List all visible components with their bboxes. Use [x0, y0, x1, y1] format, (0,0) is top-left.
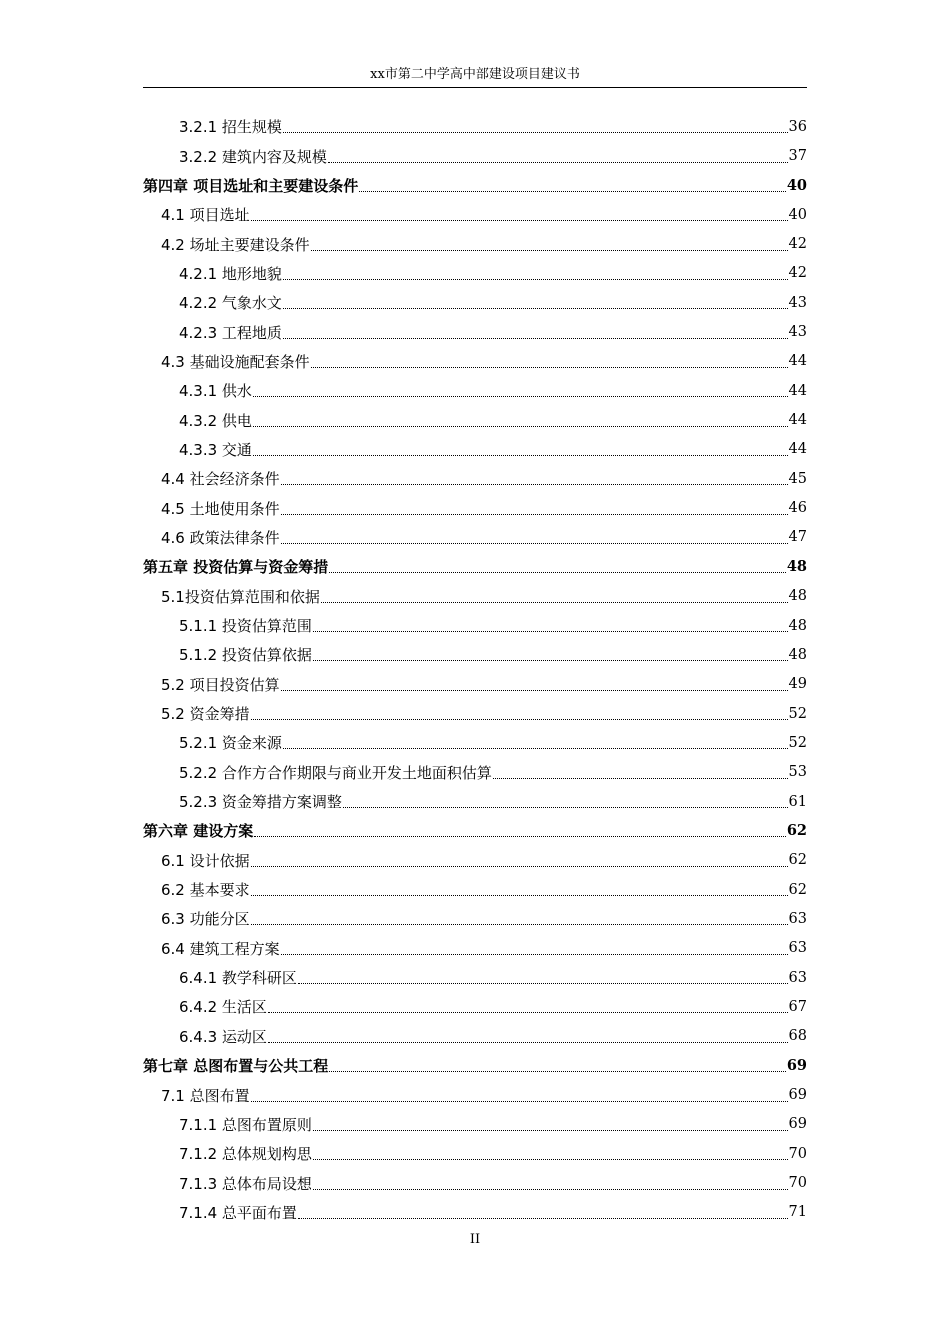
toc-entry-title: 4.1 项目选址: [161, 206, 250, 225]
toc-entry[interactable]: [143, 846, 807, 875]
toc-dot-leader: [313, 1130, 788, 1131]
toc-entry[interactable]: [143, 1080, 807, 1109]
running-header: xx市第二中学高中部建设项目建议书: [370, 67, 580, 82]
toc-dot-leader: [493, 778, 788, 779]
toc-entry-page: 44: [788, 353, 807, 370]
toc-entry-page: 42: [788, 265, 807, 282]
toc-entry[interactable]: [143, 347, 807, 376]
toc-entry-title: 5.2 项目投资估算: [161, 675, 280, 694]
toc-entry-page: 48: [788, 646, 807, 663]
toc-entry[interactable]: [143, 904, 807, 933]
toc-dot-leader: [251, 866, 788, 867]
toc-entry[interactable]: [143, 464, 807, 493]
toc-dot-leader: [251, 924, 788, 925]
toc-entry-page: 47: [788, 529, 807, 546]
toc-dot-leader: [298, 983, 788, 984]
toc-dot-leader: [251, 895, 788, 896]
toc-dot-leader: [251, 220, 788, 221]
toc-entry-title: 6.2 基本要求: [161, 881, 250, 900]
toc-entry-page: 68: [788, 1028, 807, 1045]
toc-dot-leader: [268, 1012, 788, 1013]
toc-entry[interactable]: [143, 435, 807, 464]
toc-dot-leader: [329, 572, 786, 573]
toc-entry-page: 44: [788, 441, 807, 458]
toc-entry-title: 3.2.1 招生规模: [179, 118, 282, 137]
toc-entry-page: 48: [788, 617, 807, 634]
toc-entry[interactable]: [143, 963, 807, 992]
toc-entry[interactable]: [143, 200, 807, 229]
toc-entry[interactable]: [143, 611, 807, 640]
toc-dot-leader: [281, 484, 788, 485]
toc-entry-title: 7.1.4 总平面布置: [179, 1203, 297, 1222]
toc-dot-leader: [311, 367, 788, 368]
toc-entry-page: 46: [788, 500, 807, 517]
toc-entry-title: 4.3.1 供水: [179, 382, 252, 401]
toc-entry-page: 62: [788, 852, 807, 869]
toc-entry-title: 3.2.2 建筑内容及规模: [179, 147, 327, 166]
toc-entry[interactable]: [143, 1198, 807, 1227]
toc-dot-leader: [283, 338, 788, 339]
toc-dot-leader: [283, 279, 788, 280]
toc-entry-title: 5.2 资金筹措: [161, 705, 250, 724]
toc-entry-title: 4.3.2 供电: [179, 411, 252, 430]
toc-entry[interactable]: [143, 1139, 807, 1168]
toc-entry-title: 4.4 社会经济条件: [161, 470, 280, 489]
toc-entry-page: 69: [788, 1087, 807, 1104]
toc-dot-leader: [283, 132, 788, 133]
toc-entry-page: 40: [786, 176, 807, 194]
header-rule: [143, 87, 807, 88]
toc-entry-title: 4.2.3 工程地质: [179, 323, 282, 342]
toc-entry-page: 48: [788, 588, 807, 605]
toc-entry[interactable]: [143, 1168, 807, 1197]
toc-entry-page: 37: [788, 148, 807, 165]
toc-entry-page: 42: [788, 236, 807, 253]
toc-entry-title: 6.4.3 运动区: [179, 1027, 267, 1046]
toc-dot-leader: [343, 807, 788, 808]
toc-entry-page: 69: [788, 1116, 807, 1133]
toc-dot-leader: [329, 1071, 786, 1072]
toc-entry[interactable]: [143, 670, 807, 699]
toc-entry-title: 4.6 政策法律条件: [161, 528, 280, 547]
toc-entry-page: 48: [786, 558, 807, 576]
toc-entry-title: 7.1.1 总图布置原则: [179, 1115, 312, 1134]
toc-entry-title: 7.1 总图布置: [161, 1086, 250, 1105]
toc-entry-page: 43: [788, 324, 807, 341]
toc-dot-leader: [313, 1159, 788, 1160]
toc-entry[interactable]: [143, 1110, 807, 1139]
toc-dot-leader: [321, 602, 788, 603]
toc-entry-page: 61: [788, 793, 807, 810]
toc-entry-title: 4.2 场址主要建设条件: [161, 235, 310, 254]
toc-entry-page: 70: [788, 1175, 807, 1192]
toc-entry-title: 5.1.1 投资估算范围: [179, 617, 312, 636]
toc-entry[interactable]: [143, 493, 807, 522]
toc-entry[interactable]: [143, 992, 807, 1021]
toc-entry-page: 49: [788, 676, 807, 693]
toc-dot-leader: [359, 191, 786, 192]
toc-entry[interactable]: [143, 758, 807, 787]
toc-entry[interactable]: [143, 1022, 807, 1051]
toc-dot-leader: [268, 1042, 788, 1043]
toc-dot-leader: [328, 162, 788, 163]
toc-entry-page: 70: [788, 1145, 807, 1162]
toc-dot-leader: [253, 426, 788, 427]
toc-entry-page: 52: [788, 705, 807, 722]
toc-dot-leader: [254, 836, 786, 837]
toc-dot-leader: [313, 631, 788, 632]
toc-entry-page: 63: [788, 969, 807, 986]
toc-entry-page: 36: [788, 118, 807, 135]
toc-entry-title: 7.1.2 总体规划构思: [179, 1145, 312, 1164]
toc-entry[interactable]: [143, 405, 807, 434]
toc-entry-page: 69: [786, 1057, 807, 1075]
toc-entry-title: 6.4.1 教学科研区: [179, 969, 297, 988]
toc-entry-page: 43: [788, 294, 807, 311]
toc-dot-leader: [251, 719, 788, 720]
toc-entry-page: 44: [788, 412, 807, 429]
toc-dot-leader: [281, 690, 788, 691]
toc-entry-title: 5.1投资估算范围和依据: [161, 587, 320, 606]
toc-entry[interactable]: [143, 229, 807, 258]
toc-entry[interactable]: [143, 816, 807, 845]
toc-entry[interactable]: [143, 376, 807, 405]
toc-entry[interactable]: [143, 640, 807, 669]
toc-entry-title: 第六章 建设方案: [143, 822, 254, 841]
toc-entry-title: 4.2.1 地形地貌: [179, 264, 282, 283]
toc-entry-page: 71: [788, 1204, 807, 1221]
toc-dot-leader: [281, 543, 788, 544]
toc-dot-leader: [313, 1189, 788, 1190]
toc-entry-title: 4.3 基础设施配套条件: [161, 352, 310, 371]
toc-entry[interactable]: [143, 934, 807, 963]
toc-dot-leader: [253, 455, 788, 456]
toc-entry-title: 5.2.1 资金来源: [179, 734, 282, 753]
toc-entry-title: 5.1.2 投资估算依据: [179, 646, 312, 665]
toc-entry[interactable]: [143, 259, 807, 288]
toc-entry-page: 53: [788, 764, 807, 781]
toc-entry[interactable]: [143, 141, 807, 170]
toc-entry-title: 4.3.3 交通: [179, 440, 252, 459]
toc-dot-leader: [283, 748, 788, 749]
toc-entry-title: 6.4.2 生活区: [179, 998, 267, 1017]
toc-entry-page: 63: [788, 910, 807, 927]
toc-entry[interactable]: [143, 552, 807, 581]
toc-entry[interactable]: [143, 288, 807, 317]
toc-entry-title: 6.1 设计依据: [161, 851, 250, 870]
toc-entry-page: 63: [788, 940, 807, 957]
toc-entry-page: 52: [788, 734, 807, 751]
toc-dot-leader: [281, 514, 788, 515]
toc-entry-title: 4.5 土地使用条件: [161, 499, 280, 518]
toc-entry-page: 45: [788, 470, 807, 487]
toc-entry-title: 6.3 功能分区: [161, 910, 250, 929]
toc-entry-title: 第四章 项目选址和主要建设条件: [143, 176, 359, 195]
toc-dot-leader: [281, 954, 788, 955]
toc-entry[interactable]: [143, 171, 807, 200]
toc-entry-title: 7.1.3 总体布局设想: [179, 1174, 312, 1193]
toc-entry[interactable]: [143, 699, 807, 728]
toc-entry[interactable]: [143, 582, 807, 611]
toc-entry-page: 67: [788, 998, 807, 1015]
toc-entry-title: 第七章 总图布置与公共工程: [143, 1057, 329, 1076]
toc-entry[interactable]: [143, 875, 807, 904]
toc-entry-title: 6.4 建筑工程方案: [161, 939, 280, 958]
toc-entry[interactable]: [143, 728, 807, 757]
toc-dot-leader: [298, 1218, 788, 1219]
toc-dot-leader: [251, 1101, 788, 1102]
toc-entry-page: 44: [788, 382, 807, 399]
toc-entry-title: 5.2.3 资金筹措方案调整: [179, 793, 342, 812]
toc-entry-title: 第五章 投资估算与资金筹措: [143, 558, 329, 577]
toc-entry-title: 5.2.2 合作方合作期限与商业开发土地面积估算: [179, 763, 492, 782]
toc-entry-page: 62: [786, 822, 807, 840]
toc-entry[interactable]: [143, 112, 807, 141]
toc-dot-leader: [253, 396, 788, 397]
toc-entry[interactable]: [143, 1051, 807, 1080]
toc-entry-title: 4.2.2 气象水文: [179, 294, 282, 313]
toc-entry-page: 62: [788, 881, 807, 898]
table-of-contents: [143, 112, 807, 1227]
toc-dot-leader: [311, 250, 788, 251]
toc-dot-leader: [313, 660, 788, 661]
toc-entry[interactable]: [143, 523, 807, 552]
toc-entry[interactable]: [143, 787, 807, 816]
toc-dot-leader: [283, 308, 788, 309]
toc-entry[interactable]: [143, 317, 807, 346]
toc-entry-page: 40: [788, 206, 807, 223]
page-number: II: [469, 1232, 481, 1247]
